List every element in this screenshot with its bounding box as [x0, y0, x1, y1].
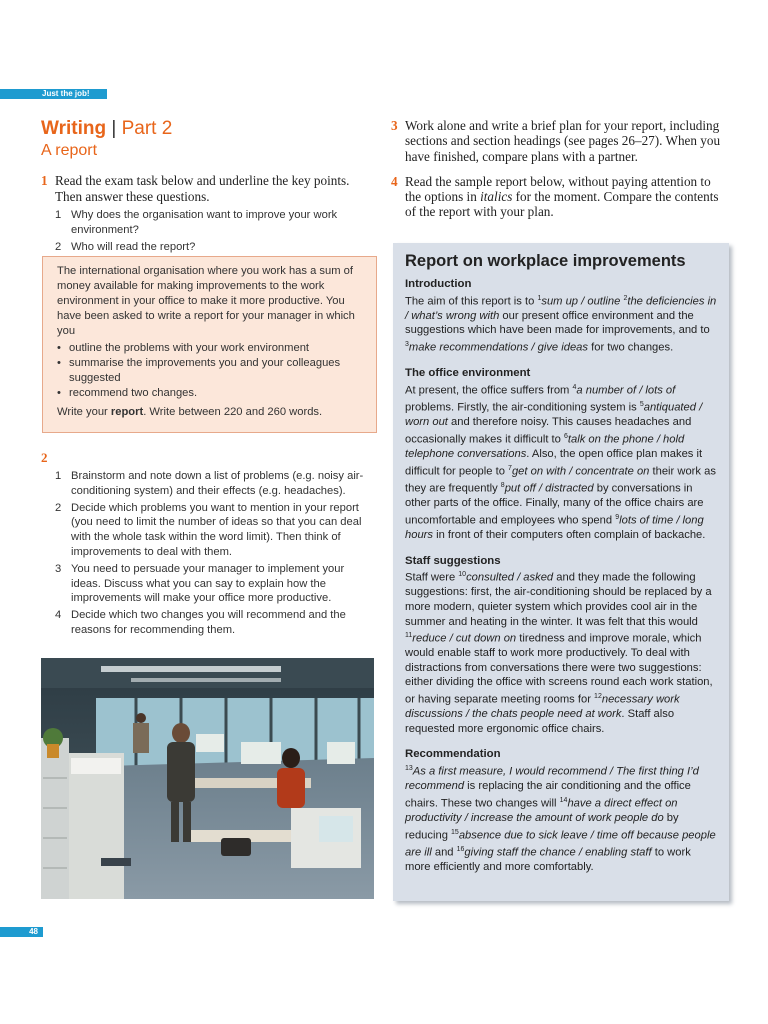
task-closing-text: . Write between 220 and 260 words. — [143, 406, 323, 418]
section-part: Part 2 — [121, 118, 173, 139]
report-text: At present, the office suffers from — [405, 384, 573, 397]
report-text: Staff were — [405, 571, 459, 584]
item-text: Decide which two changes you will recommend and the reasons for recommending them. — [71, 609, 346, 636]
report-option: put off / distracted — [504, 482, 594, 495]
report-paragraph — [405, 381, 719, 543]
option-number: 13 — [405, 764, 413, 772]
question-4 — [391, 174, 728, 220]
report-text: The aim of this report is to — [405, 295, 538, 308]
report-heading-office: The office environment — [405, 367, 531, 380]
section-subtitle: A report — [41, 142, 98, 159]
item-number: 1 — [55, 470, 62, 482]
item-number: 2 — [55, 501, 62, 514]
item-text: Brainstorm and note down a list of problems (e.g. noisy air-conditioning system) and their effects (e.g. headaches). — [71, 470, 364, 497]
option-number: 11 — [405, 632, 413, 640]
task-closing — [57, 405, 364, 420]
page-number: 48 — [0, 927, 43, 937]
question-text — [405, 174, 719, 220]
option-number: 10 — [458, 571, 467, 579]
report-option: sum up / outline — [541, 295, 624, 308]
question-number: 3 — [391, 118, 398, 133]
report-text: and they made the following suggestions: first, the air-conditioning should be replaced by a more modern, quieter system which provides cool air in the summer and heating in the winter. It was felt that this would — [405, 571, 712, 628]
sample-report — [393, 243, 729, 901]
task-bullet: • outline the problems with your work environment — [57, 341, 364, 356]
exam-task-box — [42, 256, 377, 433]
list-item — [55, 240, 377, 255]
option-number: 8 — [500, 481, 505, 489]
list-item — [55, 469, 377, 499]
report-option: giving staff the chance / enabling staff — [464, 846, 652, 859]
report-text: problems. Firstly, the air-conditioning system is — [405, 401, 640, 414]
question-1 — [41, 173, 377, 204]
question-2-list — [55, 469, 377, 638]
report-option: As a first measure, I would recommend / The first thing I’d recommend — [405, 765, 699, 793]
report-text: in front of their computers often complain of backache. — [433, 529, 706, 542]
item-number: 1 — [55, 209, 62, 221]
task-bullet: • recommend two changes. — [57, 386, 364, 401]
office-illustration — [41, 658, 374, 899]
option-number: 4 — [572, 383, 577, 391]
option-number: 2 — [623, 294, 628, 302]
report-option: get on with / concentrate on — [511, 465, 650, 478]
report-paragraph — [405, 762, 719, 875]
task-closing-bold: report — [110, 406, 144, 418]
task-intro: The international organisation where you work has a sum of money available for making improvements to the work environment in your office to make it more productive. You have been asked to write a report for your manager in which you — [57, 265, 355, 337]
option-number: 12 — [594, 693, 602, 701]
report-option: make recommendations / give ideas — [408, 341, 588, 354]
report-option: necessary work discussions / the chats people need at work — [405, 693, 680, 721]
list-item — [55, 208, 377, 238]
option-number: 6 — [563, 432, 568, 440]
report-option: the deficiencies in / what’s wrong with — [405, 295, 717, 322]
question-2 — [41, 450, 377, 638]
item-text: Decide which problems you want to mention in your report (you need to limit the number of ideas so that you can deal with the whole task within the word limit). Then think of improvements to deal with them. — [71, 501, 362, 558]
report-option: absence due to sick leave / time off because people are ill — [405, 829, 716, 859]
report-option: lots of time / long hours — [405, 514, 704, 542]
report-heading-recommendation: Recommendation — [405, 748, 501, 761]
report-text: and therefore noisy. This causes headaches and occasionally makes it difficult to — [405, 416, 692, 446]
question-3 — [391, 118, 728, 164]
report-text: to work more efficiently and more comfortably. — [405, 846, 691, 874]
question-text-part: Read the sample report below, without paying attention to the options in — [405, 173, 711, 205]
report-option: a number of / lots of — [576, 384, 676, 397]
report-text: for two changes. — [588, 341, 674, 354]
question-number: 2 — [41, 450, 48, 465]
report-text: is replacing the air conditioning and the office chairs. These two changes will — [405, 780, 691, 810]
task-closing-text: Write your — [57, 406, 111, 418]
item-number: 4 — [55, 609, 62, 622]
report-text: by conversations in other parts of the office. Finally, many of the office chairs are uncomfortable and employees who spend — [405, 482, 704, 527]
option-number: 5 — [639, 401, 644, 409]
left-column — [41, 118, 377, 254]
question-number: 4 — [391, 173, 398, 189]
report-text: . Also, the open office plan makes it difficult for people to — [405, 448, 703, 478]
list-item — [55, 562, 377, 606]
option-number: 15 — [451, 828, 459, 836]
report-heading-introduction: Introduction — [405, 278, 472, 290]
list-item — [55, 608, 377, 638]
report-text: and — [431, 846, 457, 859]
question-text-part: for the moment. Compare the contents of the report with your plan. — [405, 189, 719, 220]
section-title: Writing — [41, 118, 107, 139]
report-option: reduce / cut down on — [412, 632, 517, 645]
option-number: 16 — [456, 845, 465, 853]
report-text: . Staff also requested more ergonomic office chairs. — [405, 708, 675, 735]
question-text: Read the exam task below and underline the key points. Then answer these questions. — [55, 173, 350, 204]
report-heading-staff: Staff suggestions — [405, 554, 501, 567]
office-photo — [41, 658, 374, 899]
question-text: Work alone and write a brief plan for your report, including sections and section headings (see pages 26–27). When you have finished, compare plans with a partner. — [405, 118, 721, 164]
item-text: You need to persuade your manager to implement your ideas. Discuss what you can say to explain how the improvements will make your office more productive. — [71, 562, 345, 605]
report-option: antiquated / worn out — [405, 401, 703, 429]
right-column — [391, 118, 728, 220]
option-number: 1 — [537, 294, 542, 302]
report-title: Report on workplace improvements — [405, 252, 686, 270]
section-divider: | — [111, 118, 117, 139]
item-text: Why does the organisation want to improve your work environment? — [71, 209, 338, 236]
report-option: talk on the phone / hold telephone conversations — [405, 433, 685, 461]
question-number: 1 — [41, 173, 48, 188]
report-paragraph — [405, 568, 719, 736]
report-paragraph — [405, 292, 719, 356]
task-bullets — [57, 341, 364, 401]
question-1-list — [55, 208, 377, 254]
list-item — [55, 501, 377, 560]
item-number: 3 — [55, 562, 62, 575]
report-option: consulted / asked — [466, 571, 554, 584]
task-bullet: • summarise the improvements you and your colleagues suggested — [57, 356, 364, 386]
report-text: tiredness and improve morale, which would enable staff to work more productively. To deal with distractions from conversations there were two suggestions: either dividing the office with screens round each work station, or having separate meeting rooms for — [405, 632, 713, 706]
question-text-italic: italics — [480, 189, 513, 205]
option-number: 14 — [559, 796, 568, 804]
report-text: their work as they are frequently — [405, 465, 716, 495]
report-text: by reducing — [405, 812, 679, 842]
report-text: our present office environment and the suggestions which have been made for improvements, and to — [405, 309, 710, 337]
item-number: 2 — [55, 240, 62, 253]
item-text: Who will read the report? — [71, 240, 196, 253]
option-number: 7 — [508, 464, 512, 472]
option-number: 9 — [615, 513, 620, 521]
section-heading — [41, 118, 377, 140]
unit-banner: Just the job! — [0, 89, 107, 99]
option-number: 3 — [405, 340, 409, 348]
report-option: have a direct effect on productivity / increase the amount of work people do — [405, 797, 678, 825]
